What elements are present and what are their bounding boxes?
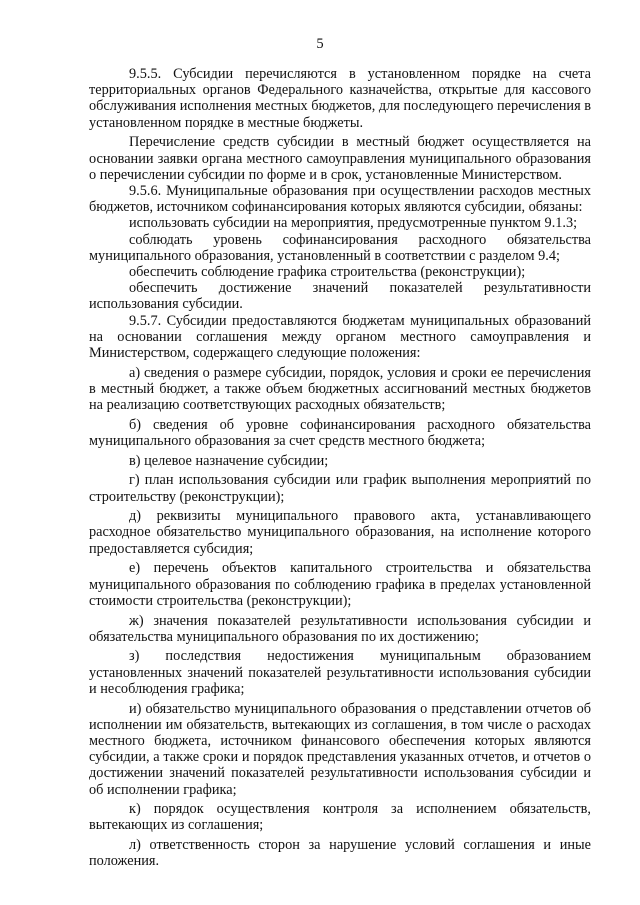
agreement-item-l: л) ответственность сторон за нарушение условий соглашения и иные положения. — [89, 837, 591, 870]
agreement-item-k: к) порядок осуществления контроля за исполнением обязательств, вытекающих из соглашения; — [89, 801, 591, 834]
obligation-cofinancing-level: соблюдать уровень софинансирования расходного обязательства муниципального образования, установленный в соответствии с разделом 9.4; — [89, 231, 591, 264]
obligation-construction-schedule: обеспечить соблюдение графика строительства (реконструкции); — [129, 263, 526, 280]
paragraph-9-5-6: 9.5.6. Муниципальные образования при осуществлении расходов местных бюджетов, источником софинансирования которых являются субсидии, обязаны: — [89, 182, 591, 216]
agreement-item-v: в) целевое назначение субсидии; — [129, 452, 329, 469]
paragraph-9-5-5: 9.5.5. Субсидии перечисляются в установленном порядке на счета территориальных органов Федерального казначейства, открытые для кассового обслуживания исполнения местных бюджетов, для последующего перечисления в установленном порядке в местные бюджеты. — [89, 66, 591, 131]
page-number: 5 — [316, 36, 324, 52]
document-body — [89, 66, 591, 870]
paragraph-9-5-7: 9.5.7. Субсидии предоставляются бюджетам муниципальных образований на основании соглашения между органом местного самоуправления и Министерством, содержащего следующие положения: — [89, 312, 591, 361]
agreement-item-e: е) перечень объектов капитального строительства и обязательства муниципального образования по соблюдению графика в пределах установленной стоимости строительства (реконструкции); — [89, 560, 591, 609]
agreement-item-i: и) обязательство муниципального образования о представлении отчетов об исполнении им обязательств, вытекающих из соглашения, в том числе о расходах местного бюджета, источником финансового обеспечения которых являются субсидии, а также сроки и порядок представления указанных отчетов, и отчетов о достижении значений показателей результативности использования субсидии и об исполнении графика; — [89, 700, 591, 798]
agreement-item-g: г) план использования субсидии или график выполнения мероприятий по строительству (реконструкции); — [89, 472, 591, 505]
agreement-item-zh: ж) значения показателей результативности использования субсидии и обязательства муниципального образования по их достижению; — [89, 612, 591, 645]
agreement-item-z: з) последствия недостижения муниципальным образованием установленных значений показателей результативности использования субсидии и несоблюдения графика; — [89, 648, 591, 697]
obligation-use-subsidies: использовать субсидии на мероприятия, предусмотренные пунктом 9.1.3; — [129, 215, 578, 232]
agreement-item-d: д) реквизиты муниципального правового акта, устанавливающего расходное обязательство муниципального образования, на исполнение которого предоставляется субсидия; — [89, 508, 591, 557]
paragraph-transfer-request: Перечисление средств субсидии в местный бюджет осуществляется на основании заявки органа местного самоуправления муниципального образования о перечислении субсидии по форме и в срок, установленные Министерством. — [89, 134, 591, 183]
obligation-performance-indicators: обеспечить достижение значений показателей результативности использования субсидии. — [89, 280, 591, 313]
agreement-item-a: а) сведения о размере субсидии, порядок, условия и сроки ее перечисления в местный бюджет, а также объем бюджетных ассигнований местных бюджетов на реализацию соответствующих расходных обязательств; — [89, 364, 591, 414]
agreement-item-b: б) сведения об уровне софинансирования расходного обязательства муниципального образования за счет средств местного бюджета; — [89, 416, 591, 449]
